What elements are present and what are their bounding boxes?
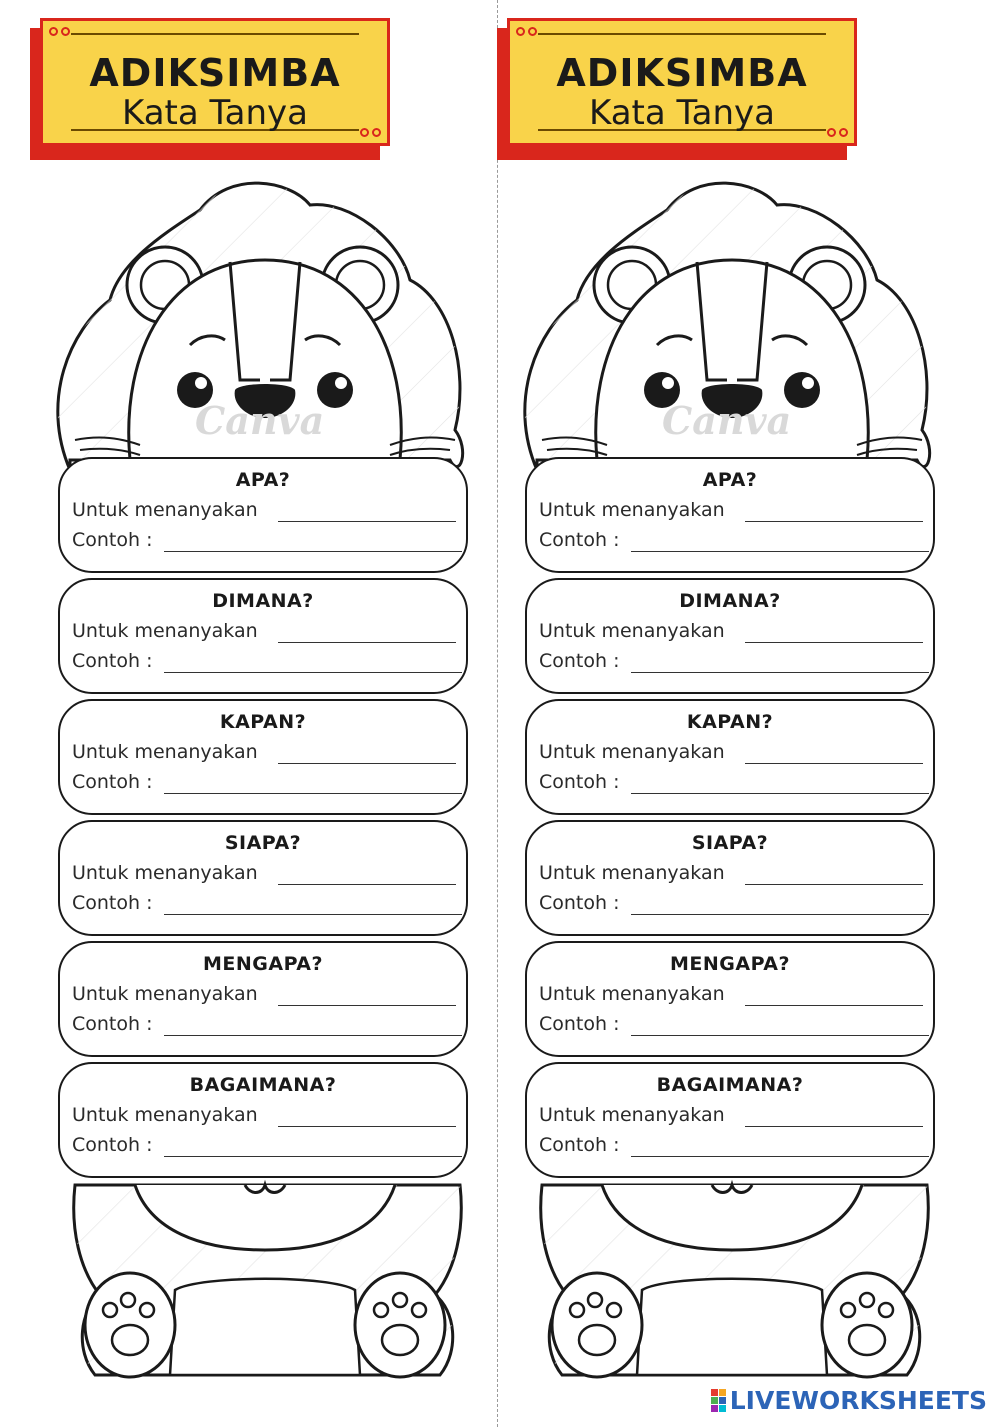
question-card-dimana [525,578,935,694]
example-label: Contoh : [539,892,620,914]
question-card-mengapa [525,941,935,1057]
purpose-answer-line[interactable] [745,1126,923,1127]
purpose-label: Untuk menanyakan [539,862,725,884]
canva-watermark: Canva [662,398,792,443]
bookmark-title: ADIKSIMBA [89,51,341,95]
example-answer-line[interactable] [164,793,462,794]
purpose-label: Untuk menanyakan [72,983,258,1005]
question-word: BAGAIMANA? [656,1074,804,1096]
example-answer-line[interactable] [631,551,929,552]
purpose-label: Untuk menanyakan [539,741,725,763]
purpose-label: Untuk menanyakan [539,1104,725,1126]
example-label: Contoh : [72,529,153,551]
example-answer-line[interactable] [631,1035,929,1036]
purpose-answer-line[interactable] [278,884,456,885]
banner-line-top [538,33,826,35]
example-answer-line[interactable] [631,672,929,673]
purpose-answer-line[interactable] [745,521,923,522]
question-card-dimana [58,578,468,694]
question-card-apa [525,457,935,573]
question-card-bagaimana [58,1062,468,1178]
example-label: Contoh : [539,1134,620,1156]
purpose-answer-line[interactable] [278,1005,456,1006]
purpose-answer-line[interactable] [745,642,923,643]
purpose-label: Untuk menanyakan [539,983,725,1005]
purpose-answer-line[interactable] [745,763,923,764]
purpose-answer-line[interactable] [278,521,456,522]
question-word: APA? [702,469,758,491]
purpose-label: Untuk menanyakan [72,1104,258,1126]
example-answer-line[interactable] [631,1156,929,1157]
bookmark-left [0,0,480,1427]
example-label: Contoh : [72,650,153,672]
question-card-siapa [525,820,935,936]
banner-dots-top [516,27,537,36]
example-label: Contoh : [539,650,620,672]
question-card-kapan [525,699,935,815]
example-label: Contoh : [539,1013,620,1035]
bookmark-right [467,0,947,1427]
title-banner [30,18,390,163]
example-label: Contoh : [72,771,153,793]
title-banner [497,18,857,163]
banner-dots-top [49,27,70,36]
purpose-label: Untuk menanyakan [72,620,258,642]
question-word: KAPAN? [219,711,307,733]
question-card-siapa [58,820,468,936]
question-word: KAPAN? [686,711,774,733]
example-answer-line[interactable] [631,793,929,794]
example-label: Contoh : [539,771,620,793]
example-answer-line[interactable] [164,1156,462,1157]
purpose-answer-line[interactable] [278,763,456,764]
question-card-kapan [58,699,468,815]
canva-watermark: Canva [195,398,325,443]
purpose-label: Untuk menanyakan [539,620,725,642]
question-card-apa [58,457,468,573]
question-card-bagaimana [525,1062,935,1178]
example-answer-line[interactable] [631,914,929,915]
example-answer-line[interactable] [164,1035,462,1036]
question-word: SIAPA? [224,832,302,854]
liveworksheets-brand: LIVEWORKSHEETS [729,1386,987,1415]
purpose-label: Untuk menanyakan [72,499,258,521]
example-answer-line[interactable] [164,551,462,552]
bookmark-title: ADIKSIMBA [556,51,808,95]
purpose-label: Untuk menanyakan [72,862,258,884]
banner-panel [507,18,857,146]
bookmark-subtitle: Kata Tanya [589,93,775,133]
liveworksheets-logo [711,1386,987,1415]
question-card-mengapa [58,941,468,1057]
question-word: APA? [235,469,291,491]
purpose-answer-line[interactable] [745,884,923,885]
banner-panel [40,18,390,146]
banner-line-top [71,33,359,35]
purpose-label: Untuk menanyakan [539,499,725,521]
purpose-answer-line[interactable] [745,1005,923,1006]
purpose-label: Untuk menanyakan [72,741,258,763]
example-label: Contoh : [72,1134,153,1156]
question-word: DIMANA? [212,590,314,612]
bookmark-subtitle: Kata Tanya [122,93,308,133]
liveworksheets-mark-icon [711,1389,726,1412]
example-answer-line[interactable] [164,672,462,673]
question-word: BAGAIMANA? [189,1074,337,1096]
example-label: Contoh : [72,892,153,914]
question-word: MENGAPA? [670,953,790,975]
purpose-answer-line[interactable] [278,1126,456,1127]
purpose-answer-line[interactable] [278,642,456,643]
question-word: SIAPA? [691,832,769,854]
example-label: Contoh : [72,1013,153,1035]
question-word: DIMANA? [679,590,781,612]
example-answer-line[interactable] [164,914,462,915]
question-word: MENGAPA? [203,953,323,975]
example-label: Contoh : [539,529,620,551]
